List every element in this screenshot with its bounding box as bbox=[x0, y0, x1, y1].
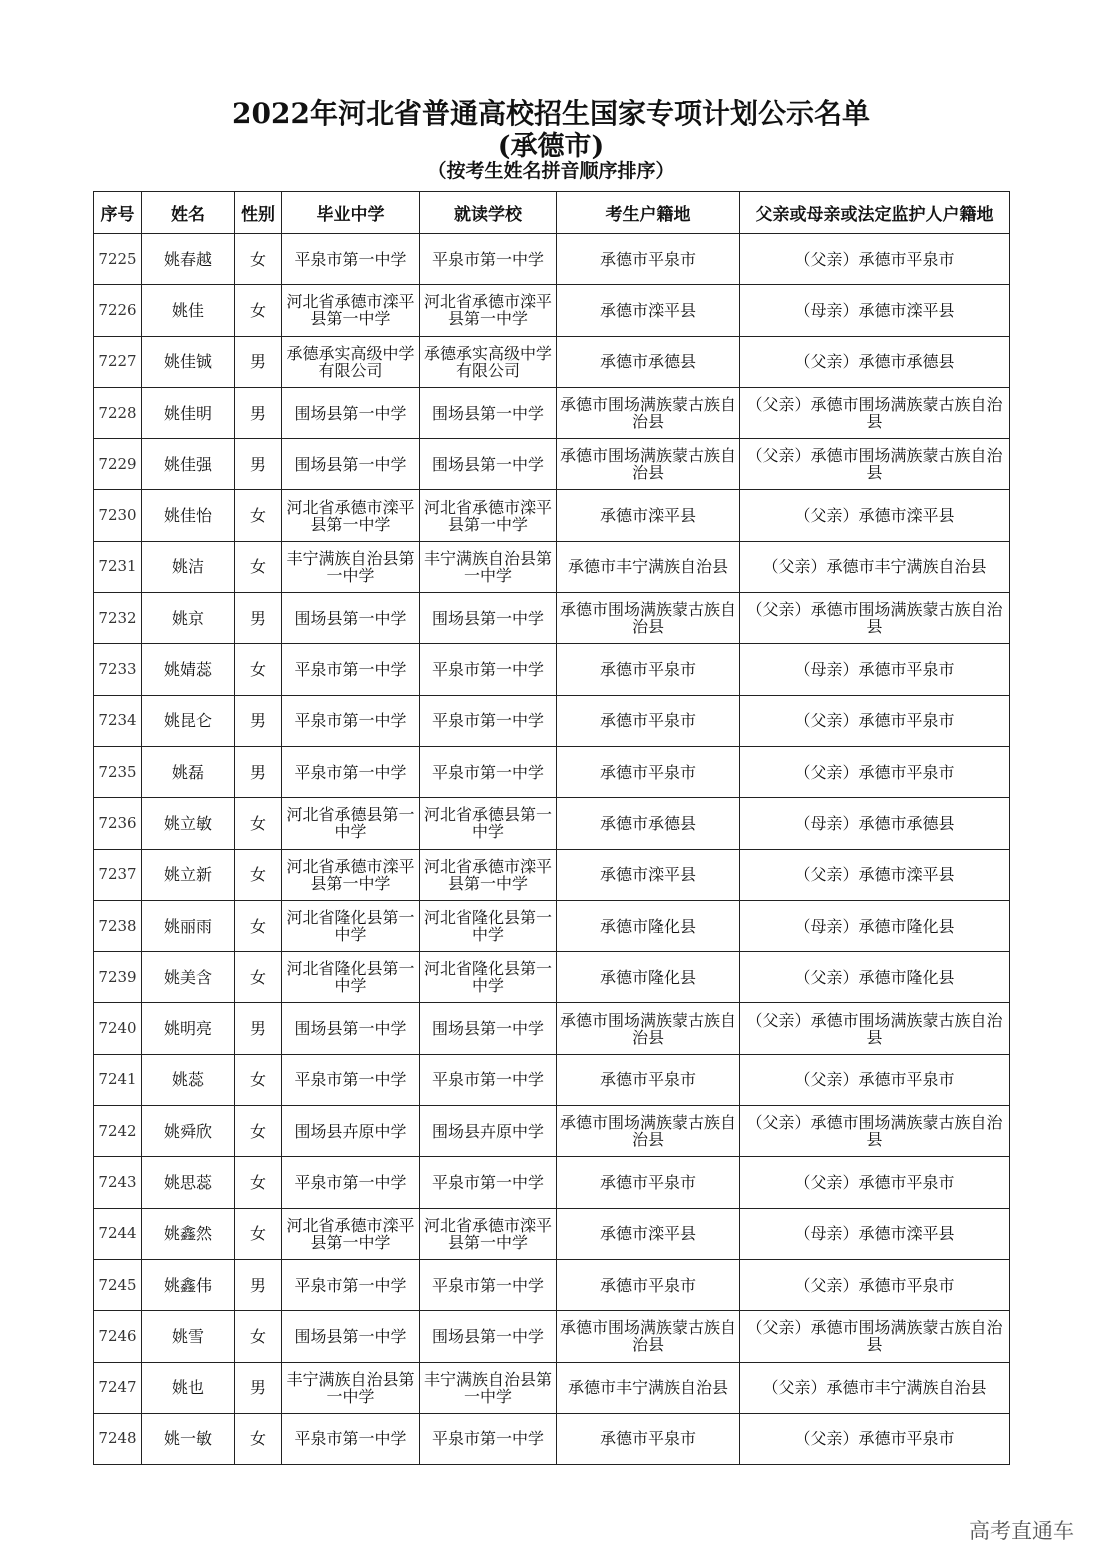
cell-household-registration: 承德市围场满族蒙古族自治县 bbox=[557, 1311, 740, 1362]
cell-seq: 7226 bbox=[94, 285, 142, 336]
table-row bbox=[94, 1413, 1010, 1464]
cell-gender: 男 bbox=[235, 593, 282, 644]
cell-name: 姚美含 bbox=[142, 952, 235, 1003]
cell-guardian-registration: （父亲）承德市平泉市 bbox=[740, 1413, 1010, 1464]
cell-name: 姚鑫然 bbox=[142, 1208, 235, 1259]
cell-guardian-registration: （父亲）承德市围场满族蒙古族自治县 bbox=[740, 439, 1010, 490]
cell-guardian-registration: （父亲）承德市丰宁满族自治县 bbox=[740, 541, 1010, 592]
cell-gender: 男 bbox=[235, 1259, 282, 1310]
cell-graduation-school: 围场县卉原中学 bbox=[282, 1106, 420, 1157]
cell-name: 姚舜欣 bbox=[142, 1106, 235, 1157]
table-row bbox=[94, 1106, 1010, 1157]
cell-household-registration: 承德市承德县 bbox=[557, 798, 740, 849]
table-row bbox=[94, 746, 1010, 797]
cell-household-registration: 承德市平泉市 bbox=[557, 746, 740, 797]
cell-graduation-school: 河北省隆化县第一中学 bbox=[282, 952, 420, 1003]
cell-seq: 7235 bbox=[94, 746, 142, 797]
cell-name: 姚雪 bbox=[142, 1311, 235, 1362]
cell-gender: 男 bbox=[235, 1362, 282, 1413]
cell-name: 姚婧蕊 bbox=[142, 644, 235, 695]
cell-seq: 7232 bbox=[94, 593, 142, 644]
cell-household-registration: 承德市围场满族蒙古族自治县 bbox=[557, 387, 740, 438]
cell-seq: 7234 bbox=[94, 695, 142, 746]
cell-gender: 女 bbox=[235, 1157, 282, 1208]
cell-seq: 7238 bbox=[94, 900, 142, 951]
cell-name: 姚佳强 bbox=[142, 439, 235, 490]
column-gender-header: 性别 bbox=[235, 192, 282, 234]
cell-household-registration: 承德市平泉市 bbox=[557, 1259, 740, 1310]
table-row bbox=[94, 644, 1010, 695]
cell-gender: 男 bbox=[235, 1003, 282, 1054]
cell-current-school: 围场县第一中学 bbox=[420, 593, 557, 644]
table-row bbox=[94, 439, 1010, 490]
cell-gender: 女 bbox=[235, 1106, 282, 1157]
table-row bbox=[94, 336, 1010, 387]
cell-gender: 女 bbox=[235, 1054, 282, 1105]
cell-guardian-registration: （母亲）承德市承德县 bbox=[740, 798, 1010, 849]
cell-current-school: 河北省承德市滦平县第一中学 bbox=[420, 490, 557, 541]
table-row bbox=[94, 849, 1010, 900]
cell-current-school: 围场县第一中学 bbox=[420, 1311, 557, 1362]
cell-gender: 女 bbox=[235, 798, 282, 849]
table-row bbox=[94, 900, 1010, 951]
cell-name: 姚佳铖 bbox=[142, 336, 235, 387]
cell-guardian-registration: （父亲）承德市滦平县 bbox=[740, 849, 1010, 900]
document-subtitle: (承德市) bbox=[497, 131, 605, 162]
table-body bbox=[94, 234, 1010, 1465]
cell-household-registration: 承德市平泉市 bbox=[557, 695, 740, 746]
cell-current-school: 承德承实高级中学有限公司 bbox=[420, 336, 557, 387]
cell-graduation-school: 河北省承德市滦平县第一中学 bbox=[282, 1208, 420, 1259]
column-guardian-registration-header: 父亲或母亲或法定监护人户籍地 bbox=[740, 192, 1010, 234]
cell-gender: 女 bbox=[235, 900, 282, 951]
cell-gender: 男 bbox=[235, 746, 282, 797]
cell-graduation-school: 围场县第一中学 bbox=[282, 1003, 420, 1054]
cell-name: 姚明亮 bbox=[142, 1003, 235, 1054]
cell-household-registration: 承德市围场满族蒙古族自治县 bbox=[557, 439, 740, 490]
cell-current-school: 围场县第一中学 bbox=[420, 387, 557, 438]
column-seq-header: 序号 bbox=[94, 192, 142, 234]
cell-graduation-school: 河北省承德市滦平县第一中学 bbox=[282, 285, 420, 336]
cell-seq: 7233 bbox=[94, 644, 142, 695]
table-row bbox=[94, 1054, 1010, 1105]
cell-graduation-school: 河北省承德市滦平县第一中学 bbox=[282, 490, 420, 541]
cell-guardian-registration: （父亲）承德市滦平县 bbox=[740, 490, 1010, 541]
cell-current-school: 平泉市第一中学 bbox=[420, 1259, 557, 1310]
cell-guardian-registration: （父亲）承德市平泉市 bbox=[740, 746, 1010, 797]
cell-guardian-registration: （父亲）承德市围场满族蒙古族自治县 bbox=[740, 593, 1010, 644]
cell-current-school: 丰宁满族自治县第一中学 bbox=[420, 1362, 557, 1413]
cell-current-school: 围场县第一中学 bbox=[420, 1003, 557, 1054]
cell-name: 姚立敏 bbox=[142, 798, 235, 849]
cell-seq: 7225 bbox=[94, 234, 142, 285]
cell-graduation-school: 平泉市第一中学 bbox=[282, 1054, 420, 1105]
cell-household-registration: 承德市隆化县 bbox=[557, 952, 740, 1003]
table-row bbox=[94, 798, 1010, 849]
cell-gender: 女 bbox=[235, 234, 282, 285]
cell-household-registration: 承德市围场满族蒙古族自治县 bbox=[557, 593, 740, 644]
cell-name: 姚佳怡 bbox=[142, 490, 235, 541]
roster-table bbox=[93, 191, 1010, 1465]
sort-note: （按考生姓名拼音顺序排序） bbox=[427, 160, 675, 182]
document-title: 2022年河北省普通高校招生国家专项计划公示名单 bbox=[232, 97, 870, 130]
cell-name: 姚也 bbox=[142, 1362, 235, 1413]
cell-current-school: 平泉市第一中学 bbox=[420, 1413, 557, 1464]
cell-guardian-registration: （父亲）承德市平泉市 bbox=[740, 1054, 1010, 1105]
cell-gender: 女 bbox=[235, 1208, 282, 1259]
column-current-school-header: 就读学校 bbox=[420, 192, 557, 234]
cell-current-school: 河北省承德县第一中学 bbox=[420, 798, 557, 849]
cell-guardian-registration: （父亲）承德市丰宁满族自治县 bbox=[740, 1362, 1010, 1413]
cell-gender: 男 bbox=[235, 336, 282, 387]
cell-gender: 女 bbox=[235, 285, 282, 336]
cell-graduation-school: 围场县第一中学 bbox=[282, 593, 420, 644]
cell-name: 姚春越 bbox=[142, 234, 235, 285]
cell-household-registration: 承德市滦平县 bbox=[557, 285, 740, 336]
cell-guardian-registration: （父亲）承德市隆化县 bbox=[740, 952, 1010, 1003]
cell-graduation-school: 围场县第一中学 bbox=[282, 1311, 420, 1362]
cell-graduation-school: 平泉市第一中学 bbox=[282, 1413, 420, 1464]
cell-gender: 女 bbox=[235, 490, 282, 541]
cell-household-registration: 承德市平泉市 bbox=[557, 1157, 740, 1208]
cell-seq: 7236 bbox=[94, 798, 142, 849]
cell-guardian-registration: （父亲）承德市平泉市 bbox=[740, 1259, 1010, 1310]
cell-name: 姚立新 bbox=[142, 849, 235, 900]
table-row bbox=[94, 387, 1010, 438]
table-row bbox=[94, 490, 1010, 541]
column-graduation-school-header: 毕业中学 bbox=[282, 192, 420, 234]
cell-gender: 男 bbox=[235, 387, 282, 438]
cell-graduation-school: 丰宁满族自治县第一中学 bbox=[282, 1362, 420, 1413]
cell-gender: 男 bbox=[235, 439, 282, 490]
cell-seq: 7244 bbox=[94, 1208, 142, 1259]
table-row bbox=[94, 952, 1010, 1003]
cell-name: 姚蕊 bbox=[142, 1054, 235, 1105]
cell-seq: 7243 bbox=[94, 1157, 142, 1208]
cell-seq: 7241 bbox=[94, 1054, 142, 1105]
cell-household-registration: 承德市承德县 bbox=[557, 336, 740, 387]
cell-name: 姚一敏 bbox=[142, 1413, 235, 1464]
cell-guardian-registration: （父亲）承德市围场满族蒙古族自治县 bbox=[740, 1003, 1010, 1054]
cell-household-registration: 承德市滦平县 bbox=[557, 1208, 740, 1259]
cell-seq: 7247 bbox=[94, 1362, 142, 1413]
cell-gender: 女 bbox=[235, 1311, 282, 1362]
cell-household-registration: 承德市平泉市 bbox=[557, 1413, 740, 1464]
cell-graduation-school: 河北省承德市滦平县第一中学 bbox=[282, 849, 420, 900]
cell-graduation-school: 围场县第一中学 bbox=[282, 439, 420, 490]
cell-household-registration: 承德市隆化县 bbox=[557, 900, 740, 951]
cell-household-registration: 承德市滦平县 bbox=[557, 490, 740, 541]
cell-gender: 男 bbox=[235, 695, 282, 746]
cell-current-school: 平泉市第一中学 bbox=[420, 644, 557, 695]
cell-current-school: 围场县第一中学 bbox=[420, 439, 557, 490]
cell-name: 姚鑫伟 bbox=[142, 1259, 235, 1310]
cell-guardian-registration: （父亲）承德市平泉市 bbox=[740, 234, 1010, 285]
cell-current-school: 平泉市第一中学 bbox=[420, 234, 557, 285]
cell-name: 姚佳明 bbox=[142, 387, 235, 438]
table-row bbox=[94, 541, 1010, 592]
cell-guardian-registration: （父亲）承德市承德县 bbox=[740, 336, 1010, 387]
cell-seq: 7245 bbox=[94, 1259, 142, 1310]
cell-household-registration: 承德市围场满族蒙古族自治县 bbox=[557, 1106, 740, 1157]
cell-seq: 7242 bbox=[94, 1106, 142, 1157]
cell-current-school: 围场县卉原中学 bbox=[420, 1106, 557, 1157]
cell-graduation-school: 承德承实高级中学有限公司 bbox=[282, 336, 420, 387]
cell-household-registration: 承德市滦平县 bbox=[557, 849, 740, 900]
cell-current-school: 丰宁满族自治县第一中学 bbox=[420, 541, 557, 592]
cell-current-school: 平泉市第一中学 bbox=[420, 695, 557, 746]
table-row bbox=[94, 285, 1010, 336]
watermark-text: 高考直通车 bbox=[969, 1519, 1074, 1543]
table-row bbox=[94, 695, 1010, 746]
cell-guardian-registration: （父亲）承德市围场满族蒙古族自治县 bbox=[740, 1311, 1010, 1362]
cell-graduation-school: 平泉市第一中学 bbox=[282, 644, 420, 695]
cell-gender: 女 bbox=[235, 849, 282, 900]
table-row bbox=[94, 1157, 1010, 1208]
cell-gender: 女 bbox=[235, 541, 282, 592]
cell-seq: 7228 bbox=[94, 387, 142, 438]
cell-guardian-registration: （母亲）承德市平泉市 bbox=[740, 644, 1010, 695]
table-header-row bbox=[94, 192, 1010, 234]
cell-current-school: 河北省承德市滦平县第一中学 bbox=[420, 285, 557, 336]
cell-name: 姚佳 bbox=[142, 285, 235, 336]
cell-seq: 7248 bbox=[94, 1413, 142, 1464]
cell-name: 姚磊 bbox=[142, 746, 235, 797]
table-row bbox=[94, 1003, 1010, 1054]
cell-current-school: 平泉市第一中学 bbox=[420, 746, 557, 797]
cell-household-registration: 承德市丰宁满族自治县 bbox=[557, 541, 740, 592]
cell-name: 姚洁 bbox=[142, 541, 235, 592]
cell-household-registration: 承德市平泉市 bbox=[557, 644, 740, 695]
cell-seq: 7240 bbox=[94, 1003, 142, 1054]
cell-graduation-school: 河北省承德县第一中学 bbox=[282, 798, 420, 849]
cell-guardian-registration: （母亲）承德市滦平县 bbox=[740, 1208, 1010, 1259]
cell-name: 姚昆仑 bbox=[142, 695, 235, 746]
cell-guardian-registration: （母亲）承德市滦平县 bbox=[740, 285, 1010, 336]
cell-seq: 7231 bbox=[94, 541, 142, 592]
cell-household-registration: 承德市丰宁满族自治县 bbox=[557, 1362, 740, 1413]
cell-current-school: 河北省隆化县第一中学 bbox=[420, 952, 557, 1003]
cell-current-school: 河北省承德市滦平县第一中学 bbox=[420, 849, 557, 900]
cell-name: 姚丽雨 bbox=[142, 900, 235, 951]
cell-graduation-school: 平泉市第一中学 bbox=[282, 1157, 420, 1208]
cell-seq: 7239 bbox=[94, 952, 142, 1003]
cell-graduation-school: 河北省隆化县第一中学 bbox=[282, 900, 420, 951]
cell-seq: 7230 bbox=[94, 490, 142, 541]
cell-guardian-registration: （父亲）承德市围场满族蒙古族自治县 bbox=[740, 1106, 1010, 1157]
cell-current-school: 平泉市第一中学 bbox=[420, 1054, 557, 1105]
column-household-registration-header: 考生户籍地 bbox=[557, 192, 740, 234]
table-row bbox=[94, 593, 1010, 644]
cell-current-school: 河北省承德市滦平县第一中学 bbox=[420, 1208, 557, 1259]
cell-current-school: 河北省隆化县第一中学 bbox=[420, 900, 557, 951]
cell-graduation-school: 平泉市第一中学 bbox=[282, 695, 420, 746]
cell-household-registration: 承德市平泉市 bbox=[557, 234, 740, 285]
cell-gender: 女 bbox=[235, 1413, 282, 1464]
cell-graduation-school: 丰宁满族自治县第一中学 bbox=[282, 541, 420, 592]
cell-seq: 7246 bbox=[94, 1311, 142, 1362]
table-row bbox=[94, 1362, 1010, 1413]
cell-name: 姚京 bbox=[142, 593, 235, 644]
cell-guardian-registration: （父亲）承德市平泉市 bbox=[740, 1157, 1010, 1208]
cell-current-school: 平泉市第一中学 bbox=[420, 1157, 557, 1208]
table-row bbox=[94, 1311, 1010, 1362]
cell-seq: 7229 bbox=[94, 439, 142, 490]
cell-name: 姚思蕊 bbox=[142, 1157, 235, 1208]
cell-household-registration: 承德市围场满族蒙古族自治县 bbox=[557, 1003, 740, 1054]
table-row bbox=[94, 1259, 1010, 1310]
cell-household-registration: 承德市平泉市 bbox=[557, 1054, 740, 1105]
cell-guardian-registration: （母亲）承德市隆化县 bbox=[740, 900, 1010, 951]
column-name-header: 姓名 bbox=[142, 192, 235, 234]
cell-guardian-registration: （父亲）承德市平泉市 bbox=[740, 695, 1010, 746]
cell-gender: 女 bbox=[235, 952, 282, 1003]
cell-graduation-school: 平泉市第一中学 bbox=[282, 746, 420, 797]
cell-seq: 7237 bbox=[94, 849, 142, 900]
cell-graduation-school: 围场县第一中学 bbox=[282, 387, 420, 438]
cell-graduation-school: 平泉市第一中学 bbox=[282, 1259, 420, 1310]
cell-gender: 女 bbox=[235, 644, 282, 695]
cell-graduation-school: 平泉市第一中学 bbox=[282, 234, 420, 285]
table-row bbox=[94, 234, 1010, 285]
cell-guardian-registration: （父亲）承德市围场满族蒙古族自治县 bbox=[740, 387, 1010, 438]
cell-seq: 7227 bbox=[94, 336, 142, 387]
table-row bbox=[94, 1208, 1010, 1259]
